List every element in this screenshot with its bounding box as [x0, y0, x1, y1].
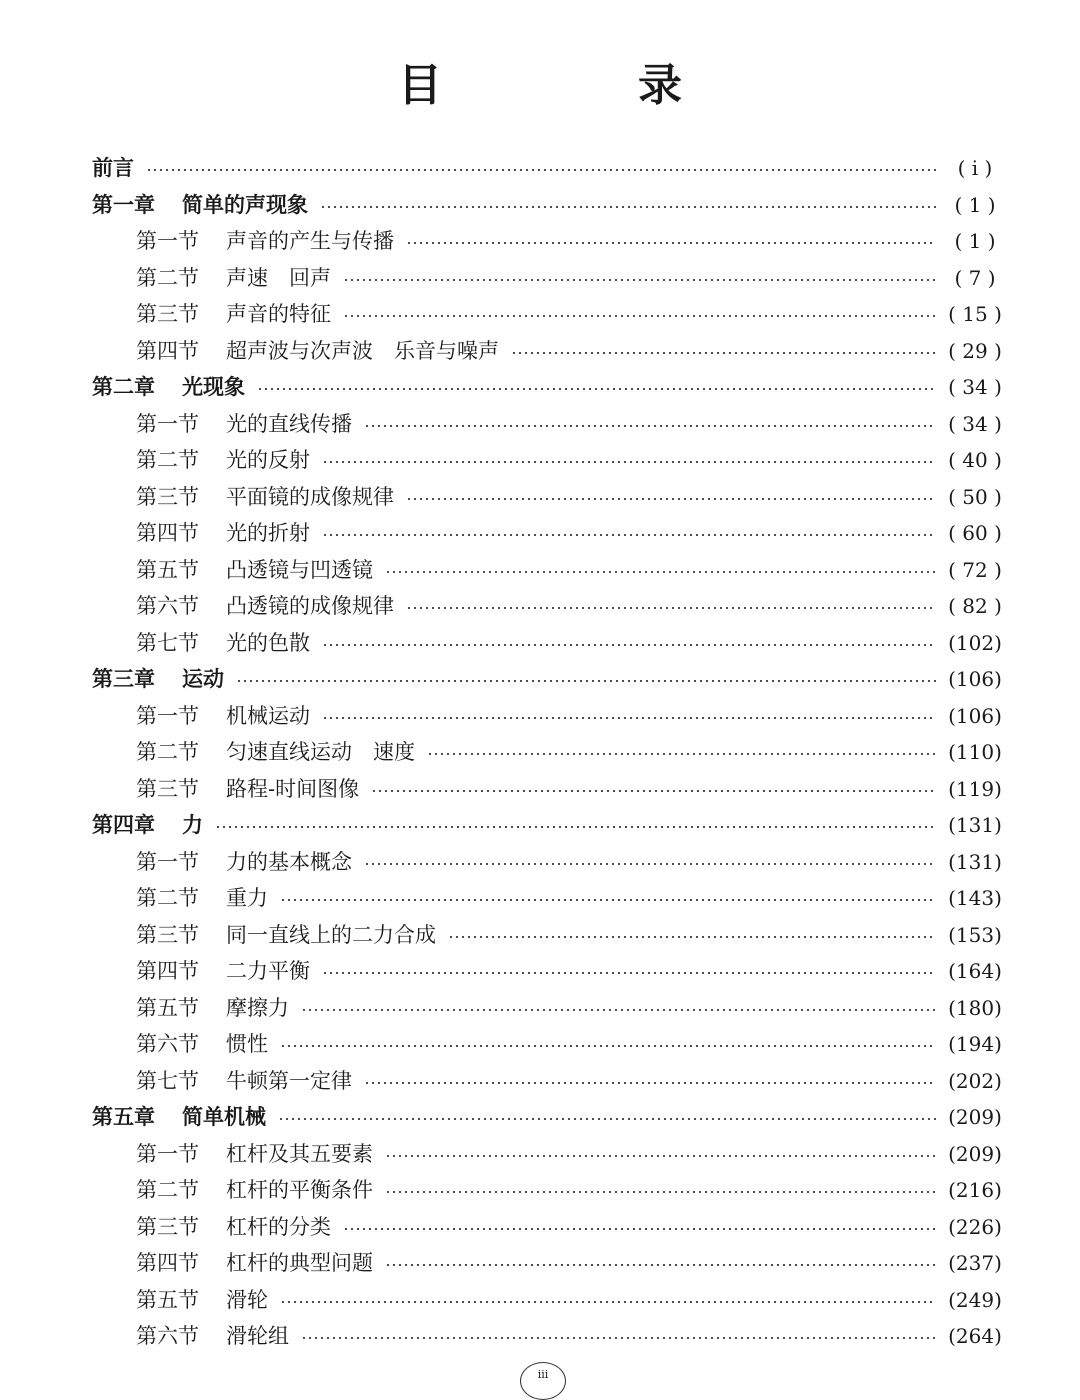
dot-leader — [257, 388, 936, 390]
section-title: 重力 — [226, 886, 268, 910]
section-title: 光的反射 — [226, 448, 310, 472]
section-title: 杠杆及其五要素 — [226, 1141, 373, 1166]
dot-leader — [278, 1118, 936, 1120]
page-ref: ( 40 ) — [948, 448, 1002, 472]
section-number: 第五节 — [136, 1287, 199, 1312]
dot-leader — [322, 717, 936, 719]
page-ref: ( 29 ) — [948, 338, 1002, 363]
toc-section-row[interactable] — [136, 917, 1004, 953]
toc-entry-label — [136, 406, 352, 442]
dot-leader — [320, 206, 936, 208]
page-ref: ( 34 ) — [948, 375, 1002, 399]
section-number: 第一节 — [136, 703, 199, 728]
toc-chapter-row[interactable] — [92, 1099, 1004, 1135]
toc-section-row[interactable] — [136, 844, 1004, 880]
toc-chapter-row[interactable] — [92, 807, 1004, 843]
section-title: 滑轮 — [226, 1287, 268, 1312]
toc-entry-label — [136, 588, 394, 624]
section-number: 第一节 — [136, 849, 199, 874]
chapter-number: 第一章 — [92, 192, 155, 217]
section-number: 第二节 — [136, 1178, 199, 1202]
chapter-number: 第五章 — [92, 1105, 155, 1129]
page-ref: (264) — [948, 1324, 1002, 1348]
section-title: 惯性 — [226, 1032, 268, 1056]
page-ref: (202) — [948, 1068, 1002, 1093]
toc-section-row[interactable] — [136, 698, 1004, 734]
section-title: 声速 回声 — [226, 265, 331, 290]
toc-section-row[interactable] — [136, 333, 1004, 369]
toc-section-row[interactable] — [136, 1245, 1004, 1281]
page-ref: ( 1 ) — [954, 229, 996, 253]
page-ref: (153) — [948, 922, 1002, 947]
section-title: 光的直线传播 — [226, 411, 352, 436]
toc-section-row[interactable] — [136, 990, 1004, 1026]
section-number: 第三节 — [136, 776, 199, 801]
section-number: 第三节 — [136, 1214, 199, 1239]
toc-entry-label — [92, 150, 134, 186]
section-title: 杠杆的典型问题 — [226, 1251, 373, 1275]
dot-leader — [511, 352, 936, 354]
dot-leader — [385, 1264, 936, 1266]
chapter-number: 前言 — [92, 156, 134, 180]
chapter-title: 光现象 — [182, 375, 245, 399]
page-ref: (237) — [948, 1251, 1002, 1275]
toc-section-row[interactable] — [136, 880, 1004, 916]
section-number: 第四节 — [136, 521, 199, 545]
section-title: 声音的特征 — [226, 302, 331, 326]
page-ref: ( 72 ) — [948, 557, 1002, 582]
toc-chapter-row[interactable] — [92, 187, 1004, 223]
dot-leader — [146, 169, 936, 171]
section-title: 路程-时间图像 — [226, 776, 360, 801]
section-title: 牛顿第一定律 — [226, 1068, 352, 1093]
toc-section-row[interactable] — [136, 1063, 1004, 1099]
dot-leader — [301, 1009, 936, 1011]
dot-leader — [364, 863, 936, 865]
dot-leader — [385, 1155, 936, 1157]
toc-chapter-row[interactable] — [92, 150, 1004, 186]
toc-entry-label — [136, 880, 268, 916]
section-number: 第三节 — [136, 922, 199, 947]
toc-entry-label — [136, 734, 415, 770]
section-title: 滑轮组 — [226, 1324, 289, 1348]
toc-section-row[interactable] — [136, 771, 1004, 807]
section-title: 匀速直线运动 速度 — [226, 740, 415, 764]
dot-leader — [364, 425, 936, 427]
chapter-number: 第四章 — [92, 813, 155, 837]
toc-entry-label — [136, 333, 499, 369]
page-ref: (216) — [948, 1178, 1002, 1202]
section-number: 第四节 — [136, 338, 199, 363]
dot-leader — [322, 644, 936, 646]
page-ref: ( 60 ) — [948, 521, 1002, 545]
toc-section-row[interactable] — [136, 479, 1004, 515]
dot-leader — [280, 899, 936, 901]
toc-chapter-row[interactable] — [92, 369, 1004, 405]
section-number: 第七节 — [136, 630, 199, 655]
dot-leader — [280, 1301, 936, 1303]
section-title: 力的基本概念 — [226, 849, 352, 874]
toc-entry-label — [92, 807, 203, 843]
page-ref: (102) — [948, 630, 1002, 655]
section-title: 机械运动 — [226, 703, 310, 728]
toc-entry-label — [136, 1136, 373, 1172]
section-number: 第五节 — [136, 557, 199, 582]
page-ref: (194) — [948, 1032, 1002, 1056]
toc-entry-label — [136, 1063, 352, 1099]
toc-section-row[interactable] — [136, 1136, 1004, 1172]
section-title: 杠杆的平衡条件 — [226, 1178, 373, 1202]
section-title: 凸透镜与凹透镜 — [226, 557, 373, 582]
page-ref: (110) — [948, 740, 1002, 764]
section-number: 第三节 — [136, 302, 199, 326]
page-ref: (209) — [948, 1105, 1002, 1129]
page-ref: ( 7 ) — [954, 265, 996, 290]
section-number: 第二节 — [136, 886, 199, 910]
toc-entry-label — [92, 661, 224, 697]
toc-entry-label — [92, 369, 245, 405]
page-ref: ( ⅰ ) — [957, 156, 993, 180]
section-title: 摩擦力 — [226, 995, 289, 1020]
toc-chapter-row[interactable] — [92, 661, 1004, 697]
toc-section-row[interactable] — [136, 223, 1004, 259]
toc-entry-label — [136, 917, 436, 953]
toc-entry-label — [92, 187, 308, 223]
chapter-title: 简单的声现象 — [182, 192, 308, 217]
toc-section-row[interactable] — [136, 734, 1004, 770]
toc-entry-label — [136, 260, 331, 296]
toc-entry-label — [136, 442, 310, 478]
section-number: 第二节 — [136, 448, 199, 472]
section-title: 杠杆的分类 — [226, 1214, 331, 1239]
page-ref: (209) — [948, 1141, 1002, 1166]
toc-section-row[interactable] — [136, 552, 1004, 588]
toc-section-row[interactable] — [136, 1026, 1004, 1062]
section-title: 光的色散 — [226, 630, 310, 655]
section-number: 第七节 — [136, 1068, 199, 1093]
page-ref: ( 82 ) — [948, 594, 1002, 618]
toc-section-row[interactable] — [136, 406, 1004, 442]
dot-leader — [343, 1228, 936, 1230]
toc-section-row[interactable] — [136, 442, 1004, 478]
toc-section-row[interactable] — [136, 260, 1004, 296]
toc-entry-label — [92, 1099, 266, 1135]
section-title: 光的折射 — [226, 521, 310, 545]
dot-leader — [322, 461, 936, 463]
toc-entry-label — [136, 771, 359, 807]
dot-leader — [406, 607, 936, 609]
section-title: 同一直线上的二力合成 — [226, 922, 436, 947]
section-number: 第六节 — [136, 1324, 199, 1348]
toc-section-row[interactable] — [136, 1318, 1004, 1354]
toc-entry-label — [136, 844, 352, 880]
section-number: 第三节 — [136, 484, 199, 509]
page-title: 目 录 — [398, 60, 758, 111]
page-ref: (131) — [948, 813, 1002, 837]
section-number: 第六节 — [136, 1032, 199, 1056]
toc-section-row[interactable] — [136, 588, 1004, 624]
dot-leader — [448, 936, 936, 938]
chapter-title: 简单机械 — [182, 1105, 266, 1129]
toc-entry-label — [136, 1282, 268, 1318]
page-ref: (226) — [948, 1214, 1002, 1239]
dot-leader — [427, 753, 936, 755]
toc-section-row[interactable] — [136, 953, 1004, 989]
section-number: 第二节 — [136, 740, 199, 764]
toc-section-row[interactable] — [136, 515, 1004, 551]
toc-entry-label — [136, 1209, 331, 1245]
toc-entry-label — [136, 1172, 373, 1208]
section-title: 平面镜的成像规律 — [226, 484, 394, 509]
section-title: 声音的产生与传播 — [226, 229, 394, 253]
section-number: 第四节 — [136, 959, 199, 983]
dot-leader — [385, 571, 936, 573]
toc-entry-label — [136, 953, 310, 989]
page-ref: (106) — [948, 667, 1002, 691]
toc-section-row[interactable] — [136, 625, 1004, 661]
section-number: 第一节 — [136, 411, 199, 436]
page-ref: (164) — [948, 959, 1002, 983]
toc-entry-label — [136, 625, 310, 661]
section-number: 第四节 — [136, 1251, 199, 1275]
chapter-title: 运动 — [182, 667, 224, 691]
toc-entry-label — [136, 296, 331, 332]
dot-leader — [364, 1082, 936, 1084]
dot-leader — [406, 242, 936, 244]
section-title: 超声波与次声波 乐音与噪声 — [226, 338, 499, 363]
page-ref: (180) — [948, 995, 1002, 1020]
dot-leader — [215, 826, 936, 828]
chapter-number: 第二章 — [92, 375, 155, 399]
dot-leader — [322, 972, 936, 974]
page-ref: (131) — [948, 849, 1002, 874]
section-number: 第一节 — [136, 1141, 199, 1166]
toc-entry-label — [136, 1026, 268, 1062]
dot-leader — [322, 534, 936, 536]
toc-section-row[interactable] — [136, 296, 1004, 332]
page-ref: ( 34 ) — [948, 411, 1002, 436]
page-ref: (106) — [948, 703, 1002, 728]
dot-leader — [236, 680, 936, 682]
section-number: 第二节 — [136, 265, 199, 290]
section-title: 二力平衡 — [226, 959, 310, 983]
section-number: 第六节 — [136, 594, 199, 618]
page-ref: ( 15 ) — [948, 302, 1002, 326]
section-title: 凸透镜的成像规律 — [226, 594, 394, 618]
toc-entry-label — [136, 1245, 373, 1281]
toc-entry-label — [136, 515, 310, 551]
toc-entry-label — [136, 698, 310, 734]
toc-entry-label — [136, 990, 289, 1026]
section-number: 第一节 — [136, 229, 199, 253]
dot-leader — [385, 1191, 936, 1193]
toc-entry-label — [136, 1318, 289, 1354]
page-ref: (249) — [948, 1287, 1002, 1312]
toc-section-row[interactable] — [136, 1172, 1004, 1208]
toc-entry-label — [136, 479, 394, 515]
dot-leader — [371, 790, 936, 792]
chapter-title: 力 — [182, 813, 203, 837]
page-ref: ( 50 ) — [948, 484, 1002, 509]
dot-leader — [280, 1045, 936, 1047]
page-number: iii — [520, 1362, 566, 1400]
section-number: 第五节 — [136, 995, 199, 1020]
chapter-number: 第三章 — [92, 667, 155, 691]
dot-leader — [301, 1337, 936, 1339]
page-ref: ( 1 ) — [954, 192, 996, 217]
dot-leader — [343, 279, 936, 281]
toc-section-row[interactable] — [136, 1282, 1004, 1318]
page-ref: (143) — [948, 886, 1002, 910]
toc-section-row[interactable] — [136, 1209, 1004, 1245]
dot-leader — [343, 315, 936, 317]
toc-entry-label — [136, 552, 373, 588]
toc-entry-label — [136, 223, 394, 259]
dot-leader — [406, 498, 936, 500]
page-ref: (119) — [948, 776, 1002, 801]
